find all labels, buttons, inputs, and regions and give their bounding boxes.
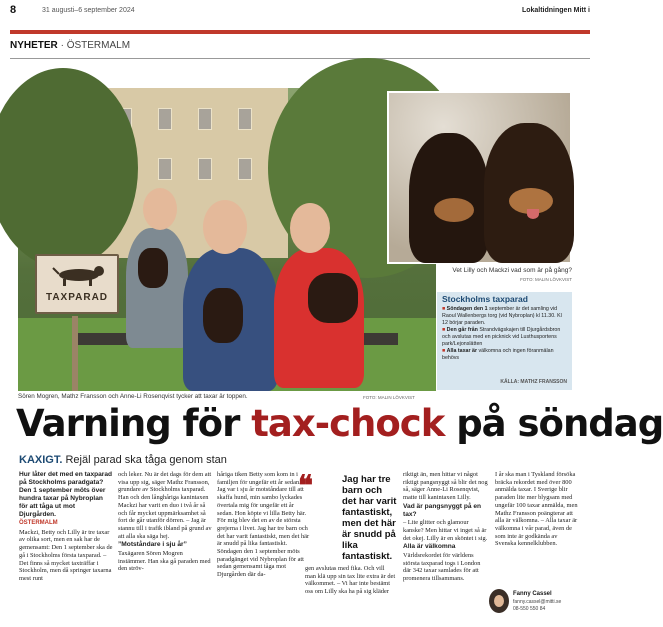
- article-column-4: [305, 565, 397, 597]
- article-body: håriga tiken Betty som kom in i familjen för ungefär ett år sedan. – Jag var i sju år motståndare till att skaffa hund, min sambo lyckades övertala mig för ungefär ett år sedan. Hon köpte vi lilla Betty här. För mig blev det en av de största grejerna i livet. Jag har tre barn och det har varit fantastiskt, men det här är snudd på lika fantastiskt. Söndagen den 1 september möts paradgänget vid Nybroplan för att sedan gemensamt tåga mot Djurgården där da-: [217, 471, 310, 579]
- fact-item: ■ Söndagen den 1 september är det samling vid Raoul Wallenbergs torg (vid Nybroplan) kl 11.30. Kl 12 börjar paraden.: [442, 306, 562, 326]
- side-photo: [387, 91, 572, 264]
- dachshund-icon: [51, 262, 107, 288]
- pull-quote-text: Jag har tre barn och det har varit fantastiskt, men det här är snudd på lika fantastiskt.: [342, 474, 397, 562]
- dog-betty: [138, 248, 168, 288]
- article-body: gen avslutas med fika. Och vill man klä upp sin tax lite extra är det välkommet. – Vi har inte bestämt oss om Lilly ska ha på sig kläder: [305, 565, 396, 596]
- fact-box: [437, 292, 572, 390]
- section-area: ÖSTERMALM: [66, 40, 131, 51]
- article-body: I år ska man i Tyskland försöka bräcka rekordet med över 800 anmälda taxar. I Sverige blir paraden lite mer blygsam med ungefär 100 taxar anmälda, men Mathz Fransson poängterar att alla är välkomna. – Alla taxar är välkomna i vår parad, även de som inte är godkända av Svenska kennelklubben.: [495, 471, 578, 548]
- person-head: [203, 200, 247, 254]
- author-phone: 08-550 550 84: [513, 606, 546, 612]
- issue-date: 31 augusti–6 september 2024: [42, 7, 135, 14]
- author-name: Fanny Cassel: [513, 591, 552, 597]
- article-lead: Hur låter det med en taxparad på Stockholms paradgata? Den 1 september möts över hundra taxar på Nybroplan för att tåga ut mot Djurgården.: [19, 471, 113, 518]
- sign-text: TAXPARAD: [45, 292, 109, 303]
- fact-item: ■ Den går från Strandvägskajen till Djurgårdsbron och avslutas med en picknick vid Lusthusportens park/Lejonslätten: [442, 327, 561, 347]
- article-column-2: [118, 471, 212, 574]
- dateline: ÖSTERMALM: [19, 520, 58, 526]
- main-photo-credit: FOTO: MALIN LÖVKVIST: [363, 395, 415, 400]
- article-column-5: [403, 471, 488, 584]
- person-soren: [126, 228, 188, 348]
- side-photo-credit: FOTO: MALIN LÖVKVIST: [520, 277, 572, 282]
- section-separator: ·: [60, 40, 64, 51]
- article-body: – Lite glitter och glamour kanske? Men hittar vi inget så är det okej. Lilly är en sköntet i sig.: [403, 519, 488, 542]
- section-rule: [10, 58, 590, 59]
- article-question: Vad är pangsnyggt på en tax?: [403, 502, 482, 518]
- fact-box-credit: KÄLLA: MATHZ FRANSSON: [500, 379, 567, 385]
- author-avatar: [489, 589, 509, 613]
- page-number: 8: [10, 4, 17, 16]
- main-photo-caption: Sören Mogren, Mathz Fransson och Anne-Li Rosenqvist tycker att taxar är toppen.: [18, 393, 248, 400]
- kicker: [19, 454, 227, 466]
- person-head: [143, 188, 177, 230]
- article-body: riktigt än, men hittar vi något riktigt pangsnyggt så blir det nog så, säger Anne-Li Rosenqvist, matte till kanintaxen Lilly.: [403, 471, 488, 502]
- page-header: [10, 4, 590, 18]
- dog-lilly: [308, 273, 358, 323]
- article-column-1: [19, 471, 113, 584]
- fact-item: ■ Alla taxar är välkomna och ingen föranmälan behövs: [442, 348, 554, 361]
- article-body: och leker. Nu är det dags för dem att visa upp sig, säger Mathz Fransson, grundare av Stockholms taxparad. Han och den långhåriga kanintaxen Mackzi har varit en duo i två år så och får mycket uppmärksamhet så fort de går utanför dörren. – Jag är stannu till i trafik ibland på grund av att alla ska säga hej.: [118, 471, 212, 540]
- pull-quote: [298, 469, 398, 562]
- section-name: NYHETER: [10, 40, 58, 51]
- kicker-label: KAXIGT.: [19, 454, 63, 466]
- kicker-text: Rejäl parad ska tåga genom stan: [62, 454, 227, 466]
- article-subhead: ”Motståndare i sju år”: [118, 541, 187, 549]
- person-head: [290, 203, 330, 253]
- article-body: Mackzi, Betty och Lilly är tre taxar av olika sort, men en sak har de gemensamt: Den 1 september ska de gå i Stockholms första taxparad. – Det finns så mycket taxträffar i Stockholm, men då springer taxarna mest runt: [19, 528, 113, 582]
- sign-pole: [72, 316, 78, 391]
- article-subhead: Alla är välkomna: [403, 543, 456, 551]
- author-email[interactable]: fanny.cassel@mitti.se: [513, 599, 562, 605]
- author-byline: [489, 589, 579, 615]
- headline-highlight: tax-chock: [251, 402, 445, 445]
- article-body: Världsrekordet för världens största taxparad togs i London där 342 taxar samlades för att promenera tillsammans.: [403, 552, 481, 583]
- fact-box-title: Stockholms taxparad: [442, 294, 528, 304]
- dog-mackzi: [203, 288, 243, 343]
- article-body: Taxägaren Sören Mogren instämmer. Han ska gå paraden med den ströv-: [118, 550, 211, 573]
- article-column-6: [495, 471, 579, 549]
- section-label: [10, 40, 130, 51]
- side-photo-caption: Vet Lilly och Mackzi vad som är på gång?: [452, 267, 572, 274]
- newspaper-name: Lokaltidningen Mitt i: [521, 7, 590, 14]
- red-rule: [10, 30, 590, 34]
- taxparad-sign: [35, 254, 119, 314]
- quote-mark-icon: ❝: [298, 469, 314, 502]
- headline: Varning för tax-chock på söndag: [16, 402, 663, 445]
- main-photo: [18, 88, 436, 391]
- article-column-3: [217, 469, 314, 580]
